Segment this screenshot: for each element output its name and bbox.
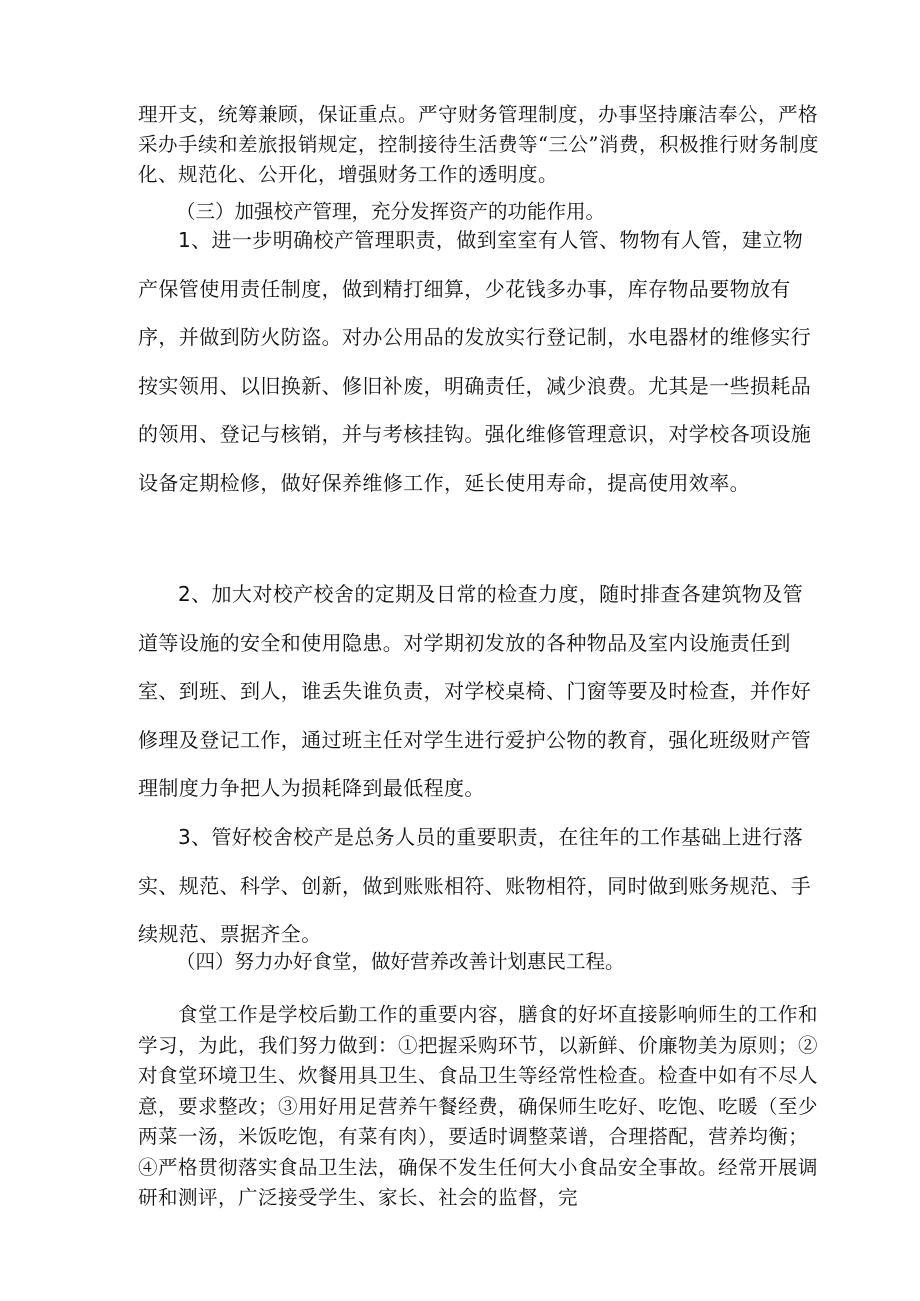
list-item-1: 1、进一步明确校产管理职责，做到室室有人管、物物有人管，建立物产保管使用责任制度，做到精打细算，少花钱多办事，库存物品要物放有序，并做到防火防盗。对办公用品的发放实行登记制，水电器材的维修实行按实领用、以旧换新、修旧补废，明确责任，减少浪费。尤其是一些损耗品的领用、登记与核销，并与考核挂钩。强化维修管理意识，对学校各项设施设备定期检修，做好保养维修工作，延长使用寿命，提高使用效率。 — [138, 228, 812, 495]
list-item-2: 2、加大对校产校舍的定期及日常的检查力度，随时排查各建筑物及管道等设施的安全和使用隐患。对学期初发放的各种物品及室内设施责任到室、到班、到人，谁丢失谁负责，对学校桌椅、门窗等要及时检查，并作好修理及登记工作，通过班主任对学生进行爱护公物的教育，强化班级财产管理制度力争把人为损耗降到最低程度。 — [138, 582, 812, 800]
list-item-3: 3、管好校舍校产是总务人员的重要职责，在往年的工作基础上进行落实、规范、科学、创新，做到账账相符、账物相符，同时做到账务规范、手续规范、票据齐全。 — [138, 825, 812, 946]
paragraph-canteen: 食堂工作是学校后勤工作的重要内容，膳食的好坏直接影响师生的工作和学习，为此，我们努力做到：①把握采购环节，以新鲜、价廉物美为原则；②对食堂环境卫生、炊餐用具卫生、食品卫生等经常性检查。检查中如有不尽人意，要求整改；③用好用足营养午餐经费，确保师生吃好、吃饱、吃暖（至少两菜一汤，米饭吃饱，有菜有肉），要适时调整菜谱，合理搭配，营养均衡；④严格贯彻落实食品卫生法，确保不发生任何大小食品安全事故。经常开展调研和测评，广泛接受学生、家长、社会的监督，完 — [138, 1003, 819, 1209]
heading-section-4: （四）努力办好食堂，做好营养改善计划惠民工程。 — [176, 950, 625, 973]
paragraph-finance: 理开支，统筹兼顾，保证重点。严守财务管理制度，办事坚持廉洁奉公，严格采办手续和差旅报销规定，控制接待生活费等“三公”消费，积极推行财务制度化、规范化、公开化，增强财务工作的透明度。 — [138, 103, 819, 186]
heading-section-3: （三）加强校产管理，充分发挥资产的功能作用。 — [176, 200, 606, 223]
